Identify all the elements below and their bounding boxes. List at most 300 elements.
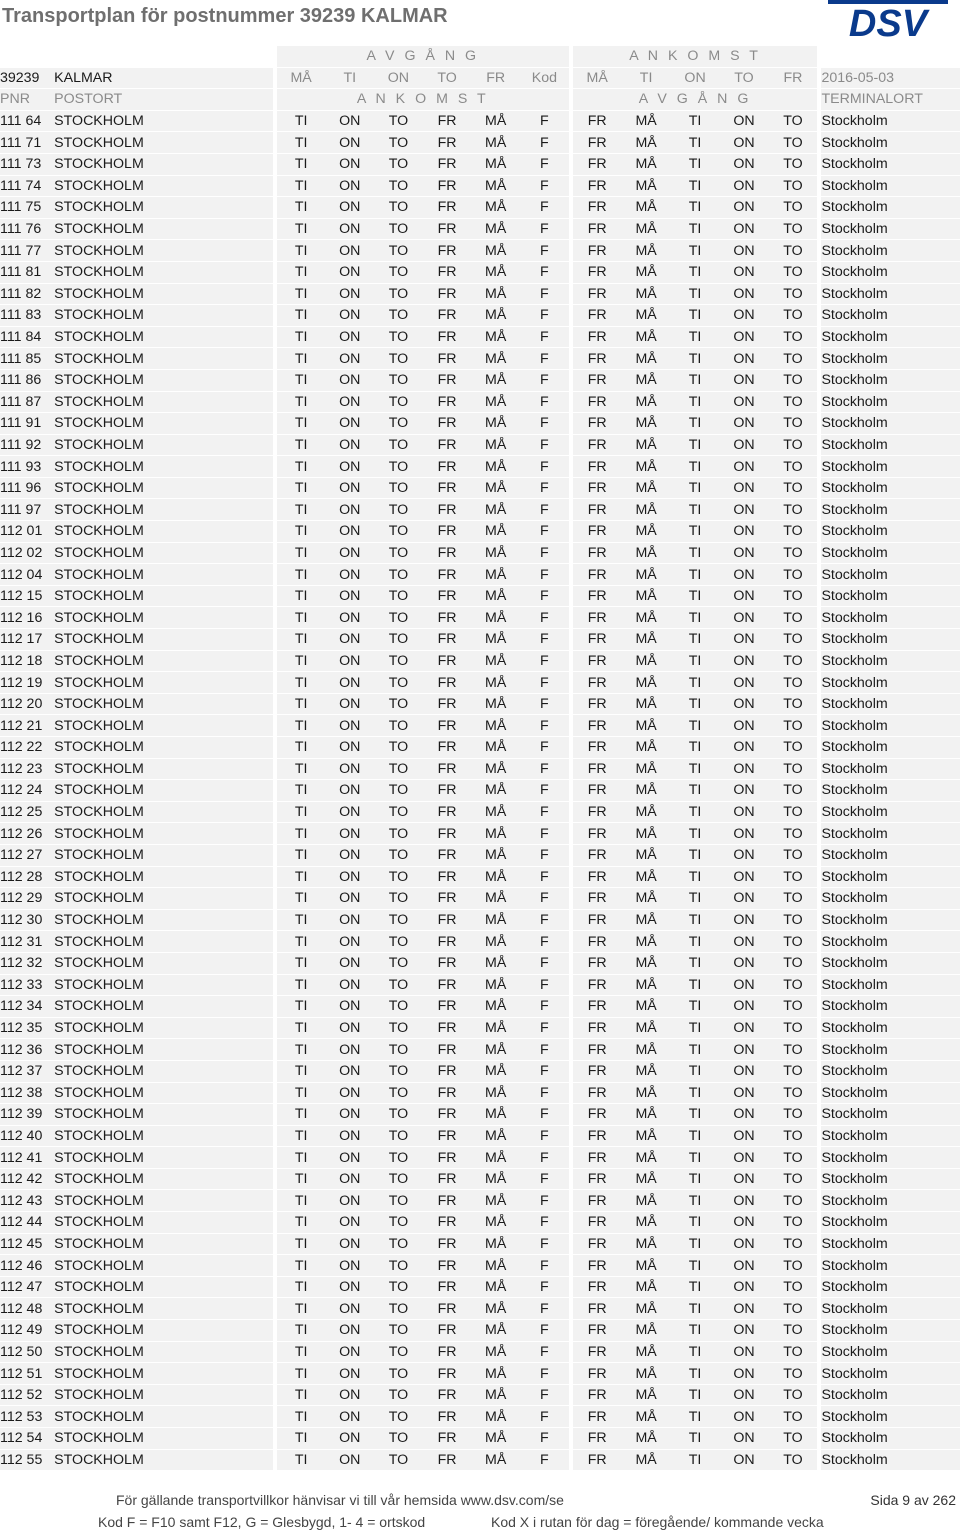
departure-day-cell: TI bbox=[277, 1298, 326, 1320]
postal-code-cell: 112 02 bbox=[0, 543, 54, 565]
departure-day-cell: F bbox=[520, 1406, 569, 1428]
departure-day-cell: MÅ bbox=[471, 737, 520, 759]
table-row bbox=[0, 910, 960, 932]
departure-day-cell: MÅ bbox=[471, 1061, 520, 1083]
postort-cell: STOCKHOLM bbox=[54, 867, 273, 889]
arrival-day-cell: ON bbox=[720, 1083, 769, 1105]
arrival-day-cell: TI bbox=[671, 1255, 720, 1277]
table-row bbox=[0, 1450, 960, 1472]
departure-day-cell: ON bbox=[325, 1363, 374, 1385]
departure-day-cell: TI bbox=[277, 1320, 326, 1342]
departure-day-cell: ON bbox=[325, 996, 374, 1018]
departure-day-cell: TO bbox=[374, 910, 423, 932]
arrival-day-cell: MÅ bbox=[622, 305, 671, 327]
arrival-day-cell: ON bbox=[720, 111, 769, 133]
arrival-day-cell: TI bbox=[671, 629, 720, 651]
departure-day-cell: MÅ bbox=[471, 910, 520, 932]
departure-day-cell: ON bbox=[325, 456, 374, 478]
departure-day-cell: TI bbox=[277, 737, 326, 759]
arrival-day-cell: ON bbox=[720, 435, 769, 457]
table-row bbox=[0, 564, 960, 586]
arrival-day-cell: TO bbox=[768, 1298, 817, 1320]
departure-day-cell: F bbox=[520, 521, 569, 543]
departure-day-cell: F bbox=[520, 1385, 569, 1407]
departure-day-cell: F bbox=[520, 478, 569, 500]
terminal-cell: Stockholm bbox=[821, 1234, 960, 1256]
arrival-day-cell: FR bbox=[573, 672, 622, 694]
departure-day-cell: MÅ bbox=[471, 1147, 520, 1169]
arrival-day-cell: TO bbox=[768, 1212, 817, 1234]
departure-day-cell: MÅ bbox=[471, 262, 520, 284]
arrival-day-cell: TO bbox=[768, 1147, 817, 1169]
departure-day-cell: FR bbox=[423, 759, 472, 781]
postort-cell: STOCKHOLM bbox=[54, 564, 273, 586]
postal-code-cell: 112 46 bbox=[0, 1255, 54, 1277]
terminal-cell: Stockholm bbox=[821, 1083, 960, 1105]
departure-day-cell: FR bbox=[423, 867, 472, 889]
arrival-day-cell: MÅ bbox=[622, 586, 671, 608]
departure-day-cell: F bbox=[520, 1039, 569, 1061]
departure-day-cell: ON bbox=[325, 1126, 374, 1148]
arrival-day-cell: TO bbox=[768, 1363, 817, 1385]
arrival-day-cell: MÅ bbox=[622, 1298, 671, 1320]
departure-day-cell: TO bbox=[374, 823, 423, 845]
arrival-day-cell: TO bbox=[768, 543, 817, 565]
departure-day-cell: ON bbox=[325, 1406, 374, 1428]
departure-day-cell: ON bbox=[325, 931, 374, 953]
table-row bbox=[0, 1342, 960, 1364]
table-row bbox=[0, 521, 960, 543]
departure-day-cell: MÅ bbox=[471, 370, 520, 392]
arrival-day-cell: TO bbox=[768, 1018, 817, 1040]
arrival-day-cell: ON bbox=[720, 154, 769, 176]
departure-day-cell: TI bbox=[277, 1385, 326, 1407]
arrival-day-cell: ON bbox=[720, 823, 769, 845]
arrival-day-cell: MÅ bbox=[622, 284, 671, 306]
departure-day-cell: MÅ bbox=[471, 543, 520, 565]
departure-day-cell: TO bbox=[374, 327, 423, 349]
departure-day-cell: FR bbox=[423, 1083, 472, 1105]
terminal-cell: Stockholm bbox=[821, 823, 960, 845]
arrival-day-cell: ON bbox=[720, 1104, 769, 1126]
departure-day-cell: F bbox=[520, 176, 569, 198]
arrival-day-cell: FR bbox=[573, 392, 622, 414]
arrival-day-cell: TI bbox=[671, 1298, 720, 1320]
departure-day-cell: MÅ bbox=[471, 888, 520, 910]
departure-day-cell: TI bbox=[277, 456, 326, 478]
arrival-day-cell: ON bbox=[720, 629, 769, 651]
postal-code-cell: 112 52 bbox=[0, 1385, 54, 1407]
postort-cell: STOCKHOLM bbox=[54, 737, 273, 759]
table-row bbox=[0, 370, 960, 392]
terminal-cell: Stockholm bbox=[821, 1428, 960, 1450]
departure-day-cell: TO bbox=[374, 1169, 423, 1191]
arrival-day-cell: TO bbox=[768, 1428, 817, 1450]
postort-cell: STOCKHOLM bbox=[54, 1277, 273, 1299]
departure-day-cell: F bbox=[520, 1234, 569, 1256]
departure-day-cell: ON bbox=[325, 1277, 374, 1299]
arrival-day-cell: FR bbox=[573, 240, 622, 262]
terminal-cell: Stockholm bbox=[821, 327, 960, 349]
departure-day-cell: FR bbox=[423, 888, 472, 910]
arrival-day-cell: TO bbox=[768, 672, 817, 694]
terminal-cell: Stockholm bbox=[821, 1126, 960, 1148]
departure-day-cell: ON bbox=[325, 154, 374, 176]
departure-day-cell: ON bbox=[325, 888, 374, 910]
postal-code-cell: 112 36 bbox=[0, 1039, 54, 1061]
left-day-1: TI bbox=[325, 68, 374, 90]
departure-day-cell: FR bbox=[423, 823, 472, 845]
departure-day-cell: ON bbox=[325, 478, 374, 500]
arrival-day-cell: ON bbox=[720, 370, 769, 392]
arrival-day-cell: TI bbox=[671, 348, 720, 370]
arrival-day-cell: ON bbox=[720, 543, 769, 565]
postort-cell: STOCKHOLM bbox=[54, 586, 273, 608]
departure-day-cell: ON bbox=[325, 1190, 374, 1212]
departure-day-cell: TI bbox=[277, 953, 326, 975]
terminal-cell: Stockholm bbox=[821, 867, 960, 889]
departure-day-cell: ON bbox=[325, 1018, 374, 1040]
departure-day-cell: MÅ bbox=[471, 931, 520, 953]
departure-day-cell: MÅ bbox=[471, 953, 520, 975]
postort-cell: STOCKHOLM bbox=[54, 521, 273, 543]
arrival-day-cell: TI bbox=[671, 975, 720, 997]
table-row bbox=[0, 823, 960, 845]
arrival-day-cell: ON bbox=[720, 1234, 769, 1256]
arrival-day-cell: MÅ bbox=[622, 154, 671, 176]
arrival-day-cell: FR bbox=[573, 1039, 622, 1061]
arrival-day-cell: MÅ bbox=[622, 413, 671, 435]
departure-day-cell: TO bbox=[374, 1104, 423, 1126]
departure-day-cell: F bbox=[520, 262, 569, 284]
table-row bbox=[0, 672, 960, 694]
terminal-cell: Stockholm bbox=[821, 651, 960, 673]
arrival-day-cell: FR bbox=[573, 1255, 622, 1277]
departure-day-cell: ON bbox=[325, 327, 374, 349]
arrival-day-cell: TI bbox=[671, 392, 720, 414]
postort-cell: STOCKHOLM bbox=[54, 1083, 273, 1105]
postort-cell: STOCKHOLM bbox=[54, 1039, 273, 1061]
table-row bbox=[0, 802, 960, 824]
arrival-day-cell: TO bbox=[768, 176, 817, 198]
departure-day-cell: TO bbox=[374, 931, 423, 953]
departure-day-cell: TI bbox=[277, 305, 326, 327]
departure-day-cell: FR bbox=[423, 1320, 472, 1342]
postort-cell: STOCKHOLM bbox=[54, 1363, 273, 1385]
arrival-day-cell: TO bbox=[768, 392, 817, 414]
arrival-day-cell: TO bbox=[768, 737, 817, 759]
postort-cell: STOCKHOLM bbox=[54, 1190, 273, 1212]
departure-day-cell: TI bbox=[277, 629, 326, 651]
header-row-1 bbox=[0, 46, 960, 68]
arrival-day-cell: TO bbox=[768, 1406, 817, 1428]
departure-day-cell: F bbox=[520, 1126, 569, 1148]
departure-day-cell: F bbox=[520, 1169, 569, 1191]
arrival-day-cell: TI bbox=[671, 694, 720, 716]
terminal-cell: Stockholm bbox=[821, 996, 960, 1018]
arrival-day-cell: ON bbox=[720, 845, 769, 867]
table-row bbox=[0, 737, 960, 759]
arrival-day-cell: TO bbox=[768, 888, 817, 910]
departure-day-cell: F bbox=[520, 715, 569, 737]
arrival-day-cell: MÅ bbox=[622, 1190, 671, 1212]
left-day-2: ON bbox=[374, 68, 423, 90]
departure-day-cell: ON bbox=[325, 1104, 374, 1126]
departure-day-cell: ON bbox=[325, 1212, 374, 1234]
departure-day-cell: FR bbox=[423, 1212, 472, 1234]
arrival-day-cell: TI bbox=[671, 1428, 720, 1450]
arrival-day-cell: MÅ bbox=[622, 1147, 671, 1169]
departure-day-cell: MÅ bbox=[471, 413, 520, 435]
table-row bbox=[0, 1190, 960, 1212]
departure-day-cell: ON bbox=[325, 586, 374, 608]
arrival-day-cell: TI bbox=[671, 1320, 720, 1342]
arrival-day-cell: TI bbox=[671, 996, 720, 1018]
departure-day-cell: FR bbox=[423, 629, 472, 651]
terminal-cell: Stockholm bbox=[821, 931, 960, 953]
arrival-day-cell: MÅ bbox=[622, 737, 671, 759]
arrival-day-cell: MÅ bbox=[622, 327, 671, 349]
departure-day-cell: F bbox=[520, 111, 569, 133]
departure-day-cell: TI bbox=[277, 1147, 326, 1169]
arrival-day-cell: TO bbox=[768, 629, 817, 651]
departure-day-cell: TO bbox=[374, 564, 423, 586]
departure-day-cell: F bbox=[520, 1255, 569, 1277]
departure-day-cell: TI bbox=[277, 240, 326, 262]
departure-day-cell: TI bbox=[277, 845, 326, 867]
arrival-day-cell: ON bbox=[720, 240, 769, 262]
departure-day-cell: TI bbox=[277, 996, 326, 1018]
arrival-day-cell: ON bbox=[720, 499, 769, 521]
departure-day-cell: TO bbox=[374, 478, 423, 500]
departure-day-cell: FR bbox=[423, 370, 472, 392]
arrival-day-cell: MÅ bbox=[622, 348, 671, 370]
arrival-day-cell: TO bbox=[768, 1126, 817, 1148]
departure-day-cell: FR bbox=[423, 543, 472, 565]
table-row bbox=[0, 478, 960, 500]
departure-day-cell: FR bbox=[423, 1018, 472, 1040]
postal-code-cell: 112 44 bbox=[0, 1212, 54, 1234]
departure-day-cell: F bbox=[520, 737, 569, 759]
left-kod: Kod bbox=[520, 68, 569, 90]
postal-code-cell: 112 39 bbox=[0, 1104, 54, 1126]
arrival-day-cell: FR bbox=[573, 1320, 622, 1342]
arrival-day-cell: FR bbox=[573, 1018, 622, 1040]
departure-day-cell: FR bbox=[423, 845, 472, 867]
postort-cell: STOCKHOLM bbox=[54, 284, 273, 306]
departure-day-cell: F bbox=[520, 586, 569, 608]
arrival-day-cell: MÅ bbox=[622, 888, 671, 910]
arrival-day-cell: TI bbox=[671, 499, 720, 521]
arrival-day-cell: TO bbox=[768, 219, 817, 241]
postort-cell: STOCKHOLM bbox=[54, 651, 273, 673]
arrival-day-cell: ON bbox=[720, 219, 769, 241]
postort-cell: STOCKHOLM bbox=[54, 1018, 273, 1040]
arrival-day-cell: TO bbox=[768, 1277, 817, 1299]
departure-day-cell: ON bbox=[325, 845, 374, 867]
postort-cell: STOCKHOLM bbox=[54, 1428, 273, 1450]
arrival-day-cell: TI bbox=[671, 1061, 720, 1083]
departure-day-cell: F bbox=[520, 1083, 569, 1105]
departure-day-cell: MÅ bbox=[471, 1190, 520, 1212]
departure-day-cell: MÅ bbox=[471, 1428, 520, 1450]
table-row bbox=[0, 132, 960, 154]
postal-code-cell: 111 93 bbox=[0, 456, 54, 478]
postal-code-cell: 112 38 bbox=[0, 1083, 54, 1105]
table-row bbox=[0, 392, 960, 414]
arrival-day-cell: FR bbox=[573, 1212, 622, 1234]
postal-code-cell: 111 85 bbox=[0, 348, 54, 370]
arrival-day-cell: FR bbox=[573, 111, 622, 133]
departure-day-cell: ON bbox=[325, 780, 374, 802]
table-row bbox=[0, 1234, 960, 1256]
departure-day-cell: FR bbox=[423, 1126, 472, 1148]
departure-day-cell: TI bbox=[277, 564, 326, 586]
departure-day-cell: FR bbox=[423, 607, 472, 629]
departure-day-cell: TI bbox=[277, 435, 326, 457]
departure-day-cell: FR bbox=[423, 1169, 472, 1191]
postal-code-cell: 112 25 bbox=[0, 802, 54, 824]
arrival-day-cell: TO bbox=[768, 845, 817, 867]
terminal-cell: Stockholm bbox=[821, 111, 960, 133]
departure-day-cell: TO bbox=[374, 1083, 423, 1105]
arrival-day-cell: FR bbox=[573, 1385, 622, 1407]
arrival-day-cell: TI bbox=[671, 586, 720, 608]
departure-day-cell: F bbox=[520, 607, 569, 629]
arrival-day-cell: ON bbox=[720, 564, 769, 586]
arrival-day-cell: MÅ bbox=[622, 456, 671, 478]
table-row bbox=[0, 1385, 960, 1407]
terminal-cell: Stockholm bbox=[821, 1147, 960, 1169]
arrival-day-cell: TI bbox=[671, 284, 720, 306]
departure-day-cell: ON bbox=[325, 672, 374, 694]
departure-day-cell: ON bbox=[325, 240, 374, 262]
arrival-day-cell: ON bbox=[720, 780, 769, 802]
departure-day-cell: TI bbox=[277, 1190, 326, 1212]
postort-cell: STOCKHOLM bbox=[54, 132, 273, 154]
postal-code-cell: 112 37 bbox=[0, 1061, 54, 1083]
arrival-day-cell: ON bbox=[720, 694, 769, 716]
postal-code-cell: 112 18 bbox=[0, 651, 54, 673]
arrival-day-cell: TI bbox=[671, 1126, 720, 1148]
departure-day-cell: TI bbox=[277, 521, 326, 543]
arrival-day-cell: TO bbox=[768, 240, 817, 262]
arrival-day-cell: TO bbox=[768, 780, 817, 802]
arrival-day-cell: TO bbox=[768, 132, 817, 154]
terminal-cell: Stockholm bbox=[821, 629, 960, 651]
departure-day-cell: FR bbox=[423, 1061, 472, 1083]
terminal-cell: Stockholm bbox=[821, 1450, 960, 1472]
arrival-day-cell: ON bbox=[720, 478, 769, 500]
arrival-day-cell: ON bbox=[720, 975, 769, 997]
arrival-day-cell: FR bbox=[573, 1234, 622, 1256]
departure-day-cell: FR bbox=[423, 1298, 472, 1320]
departure-day-cell: TI bbox=[277, 651, 326, 673]
arrival-day-cell: TI bbox=[671, 737, 720, 759]
departure-day-cell: F bbox=[520, 219, 569, 241]
arrival-day-cell: MÅ bbox=[622, 975, 671, 997]
arrival-day-cell: TI bbox=[671, 111, 720, 133]
postort-cell: STOCKHOLM bbox=[54, 1169, 273, 1191]
postal-code-cell: 111 84 bbox=[0, 327, 54, 349]
arrival-day-cell: FR bbox=[573, 305, 622, 327]
departure-day-cell: F bbox=[520, 802, 569, 824]
postort-cell: STOCKHOLM bbox=[54, 888, 273, 910]
arrival-day-cell: TI bbox=[671, 1104, 720, 1126]
departure-day-cell: F bbox=[520, 1212, 569, 1234]
arrival-day-cell: FR bbox=[573, 1406, 622, 1428]
arrival-day-cell: FR bbox=[573, 478, 622, 500]
arrival-day-cell: MÅ bbox=[622, 715, 671, 737]
departure-day-cell: ON bbox=[325, 694, 374, 716]
arrival-day-cell: ON bbox=[720, 996, 769, 1018]
arrival-day-cell: TI bbox=[671, 176, 720, 198]
arrival-day-cell: FR bbox=[573, 802, 622, 824]
departure-day-cell: TO bbox=[374, 521, 423, 543]
table-row bbox=[0, 262, 960, 284]
departure-day-cell: TO bbox=[374, 413, 423, 435]
postal-code-cell: 112 33 bbox=[0, 975, 54, 997]
arrival-day-cell: FR bbox=[573, 780, 622, 802]
arrival-day-cell: ON bbox=[720, 132, 769, 154]
postal-code-cell: 112 48 bbox=[0, 1298, 54, 1320]
terminal-cell: Stockholm bbox=[821, 348, 960, 370]
arrival-day-cell: TO bbox=[768, 564, 817, 586]
footer-page-number: Sida 9 av 262 bbox=[870, 1492, 956, 1508]
departure-day-cell: TI bbox=[277, 1406, 326, 1428]
departure-day-cell: TO bbox=[374, 456, 423, 478]
arrival-day-cell: ON bbox=[720, 715, 769, 737]
arrival-day-cell: MÅ bbox=[622, 1126, 671, 1148]
table-row bbox=[0, 1277, 960, 1299]
table-row bbox=[0, 694, 960, 716]
arrival-day-cell: ON bbox=[720, 521, 769, 543]
departure-day-cell: F bbox=[520, 132, 569, 154]
departure-day-cell: F bbox=[520, 996, 569, 1018]
departure-day-cell: TO bbox=[374, 219, 423, 241]
departure-day-cell: MÅ bbox=[471, 1126, 520, 1148]
arrival-day-cell: MÅ bbox=[622, 392, 671, 414]
departure-day-cell: FR bbox=[423, 197, 472, 219]
arrival-day-cell: MÅ bbox=[622, 435, 671, 457]
postal-code-cell: 111 82 bbox=[0, 284, 54, 306]
table-row bbox=[0, 586, 960, 608]
arrival-day-cell: FR bbox=[573, 262, 622, 284]
arrival-day-cell: TI bbox=[671, 197, 720, 219]
ankomst-heading: A N K O M S T bbox=[573, 46, 818, 68]
terminal-cell: Stockholm bbox=[821, 759, 960, 781]
departure-day-cell: MÅ bbox=[471, 1169, 520, 1191]
arrival-day-cell: FR bbox=[573, 197, 622, 219]
departure-day-cell: FR bbox=[423, 931, 472, 953]
departure-day-cell: ON bbox=[325, 499, 374, 521]
postal-code-cell: 112 28 bbox=[0, 867, 54, 889]
right-day-1: TI bbox=[622, 68, 671, 90]
arrival-day-cell: MÅ bbox=[622, 953, 671, 975]
table-row bbox=[0, 543, 960, 565]
departure-day-cell: TI bbox=[277, 154, 326, 176]
departure-day-cell: ON bbox=[325, 543, 374, 565]
departure-day-cell: FR bbox=[423, 499, 472, 521]
postal-code-cell: 112 27 bbox=[0, 845, 54, 867]
departure-day-cell: TI bbox=[277, 543, 326, 565]
left-day-0: MÅ bbox=[277, 68, 326, 90]
departure-day-cell: TI bbox=[277, 823, 326, 845]
departure-day-cell: TI bbox=[277, 413, 326, 435]
departure-day-cell: TO bbox=[374, 1234, 423, 1256]
arrival-day-cell: TO bbox=[768, 1039, 817, 1061]
terminal-cell: Stockholm bbox=[821, 219, 960, 241]
